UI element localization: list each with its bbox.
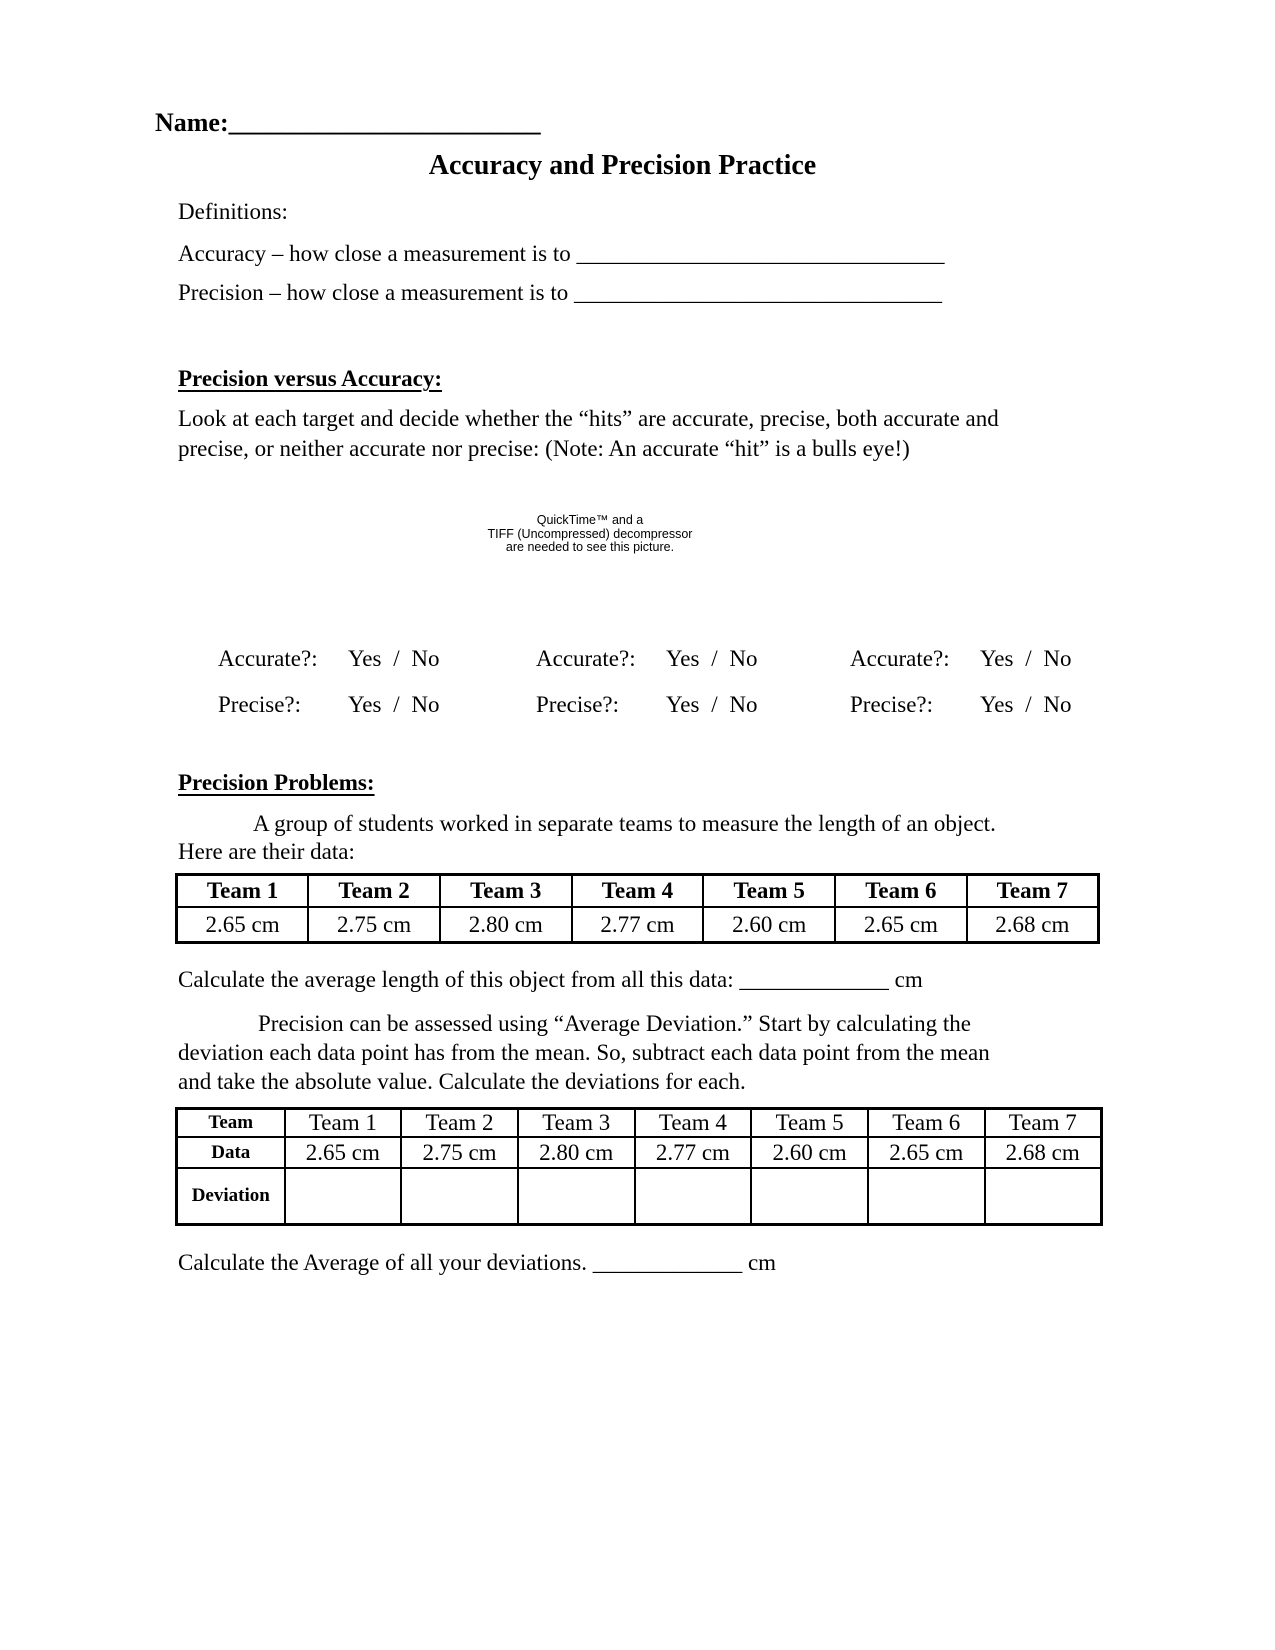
average-deviation-text: Calculate the Average of all your deviations. xyxy=(178,1250,593,1275)
dev-answer-cell-4[interactable] xyxy=(635,1168,752,1225)
deviation-table-data-row xyxy=(177,1137,1102,1168)
team-data-header-row xyxy=(177,875,1099,908)
dev-team-5-header: Team 5 xyxy=(751,1109,868,1138)
target-1-accurate-label: Accurate?: xyxy=(218,646,318,671)
quicktime-placeholder-line3: are needed to see this picture. xyxy=(505,540,675,554)
precision-definition-blank[interactable]: ________________________________ xyxy=(574,280,943,305)
name-line xyxy=(155,108,541,138)
target-3-accurate-label: Accurate?: xyxy=(850,646,950,671)
target-2-accurate-row xyxy=(536,646,826,672)
team-2-value: 2.75 cm xyxy=(308,907,440,943)
team-5-header: Team 5 xyxy=(703,875,835,908)
team-7-header: Team 7 xyxy=(967,875,1099,908)
quicktime-placeholder xyxy=(420,514,760,555)
target-2-precise-label: Precise?: xyxy=(536,692,620,717)
team-4-value: 2.77 cm xyxy=(572,907,704,943)
deviation-paragraph-line3: and take the absolute value. Calculate the deviations for each. xyxy=(178,1069,746,1094)
accuracy-definition-text: Accuracy – how close a measurement is to xyxy=(178,241,577,266)
deviation-table-data-label: Data xyxy=(177,1137,285,1168)
dev-data-6: 2.65 cm xyxy=(868,1137,985,1168)
dev-data-4: 2.77 cm xyxy=(635,1137,752,1168)
precision-versus-accuracy-heading: Precision versus Accuracy: xyxy=(178,366,443,391)
average-deviation-prompt xyxy=(178,1249,776,1277)
team-6-header: Team 6 xyxy=(835,875,967,908)
target-2-answers xyxy=(536,646,826,718)
definitions-label: Definitions: xyxy=(178,199,288,224)
target-3-answers xyxy=(850,646,1140,718)
accuracy-definition-blank[interactable]: ________________________________ xyxy=(576,241,945,266)
quicktime-placeholder-line1: QuickTime™ and a xyxy=(536,513,644,527)
pp-intro-line2: Here are their data: xyxy=(178,839,355,864)
team-4-header: Team 4 xyxy=(572,875,704,908)
dev-data-3: 2.80 cm xyxy=(518,1137,635,1168)
name-label: Name: xyxy=(155,108,229,137)
target-1-precise-label: Precise?: xyxy=(218,692,302,717)
dev-answer-cell-5[interactable] xyxy=(751,1168,868,1225)
average-deviation-unit: cm xyxy=(742,1250,777,1275)
dev-team-6-header: Team 6 xyxy=(868,1109,985,1138)
accuracy-definition-line xyxy=(178,240,945,268)
deviation-table-deviation-row xyxy=(177,1168,1102,1225)
pp-intro-line1: A group of students worked in separate teams to measure the length of an object. xyxy=(253,811,996,836)
team-data-table xyxy=(175,873,1100,944)
target-3-accurate-options[interactable]: Yes / No xyxy=(980,646,1072,671)
team-6-value: 2.65 cm xyxy=(835,907,967,943)
dev-data-7: 2.68 cm xyxy=(985,1137,1102,1168)
team-5-value: 2.60 cm xyxy=(703,907,835,943)
team-1-value: 2.65 cm xyxy=(177,907,309,943)
deviation-table-team-row xyxy=(177,1109,1102,1138)
dev-answer-cell-1[interactable] xyxy=(285,1168,402,1225)
target-1-accurate-row xyxy=(218,646,508,672)
team-1-header: Team 1 xyxy=(177,875,309,908)
deviation-paragraph-line1: Precision can be assessed using “Average Deviation.” Start by calculating the xyxy=(258,1011,971,1036)
dev-team-3-header: Team 3 xyxy=(518,1109,635,1138)
average-deviation-blank[interactable]: _____________ xyxy=(592,1250,743,1275)
average-length-prompt xyxy=(178,966,923,994)
target-2-accurate-label: Accurate?: xyxy=(536,646,636,671)
target-2-accurate-options[interactable]: Yes / No xyxy=(666,646,758,671)
target-3-accurate-row xyxy=(850,646,1140,672)
deviation-explanation-paragraph xyxy=(178,1009,1078,1096)
dev-answer-cell-3[interactable] xyxy=(518,1168,635,1225)
team-2-header: Team 2 xyxy=(308,875,440,908)
dev-team-4-header: Team 4 xyxy=(635,1109,752,1138)
dev-team-2-header: Team 2 xyxy=(401,1109,518,1138)
target-1-answers xyxy=(218,646,508,718)
target-2-precise-row xyxy=(536,692,826,718)
precision-definition-line xyxy=(178,279,942,307)
target-1-precise-row xyxy=(218,692,508,718)
dev-answer-cell-6[interactable] xyxy=(868,1168,985,1225)
deviation-table-deviation-label: Deviation xyxy=(177,1168,285,1225)
team-data-value-row xyxy=(177,907,1099,943)
deviation-paragraph-line2: deviation each data point has from the mean. So, subtract each data point from the mean xyxy=(178,1040,990,1065)
target-1-accurate-options[interactable]: Yes / No xyxy=(348,646,440,671)
team-7-value: 2.68 cm xyxy=(967,907,1099,943)
name-blank-field[interactable]: ________________________ xyxy=(228,108,541,137)
deviation-table xyxy=(175,1107,1103,1226)
average-length-unit: cm xyxy=(888,967,923,992)
team-3-header: Team 3 xyxy=(440,875,572,908)
dev-answer-cell-7[interactable] xyxy=(985,1168,1102,1225)
average-length-blank[interactable]: _____________ xyxy=(739,967,889,992)
precision-problems-heading: Precision Problems: xyxy=(178,770,375,795)
dev-team-1-header: Team 1 xyxy=(285,1109,402,1138)
dev-data-5: 2.60 cm xyxy=(751,1137,868,1168)
precision-versus-accuracy-paragraph xyxy=(178,404,1078,464)
dev-data-2: 2.75 cm xyxy=(401,1137,518,1168)
pva-paragraph-line2: precise, or neither accurate nor precise: (Note: An accurate “hit” is a bulls eye!) xyxy=(178,436,910,461)
dev-answer-cell-2[interactable] xyxy=(401,1168,518,1225)
team-3-value: 2.80 cm xyxy=(440,907,572,943)
target-1-precise-options[interactable]: Yes / No xyxy=(348,692,440,717)
target-3-precise-options[interactable]: Yes / No xyxy=(980,692,1072,717)
dev-data-1: 2.65 cm xyxy=(285,1137,402,1168)
average-length-text: Calculate the average length of this object from all this data: xyxy=(178,967,740,992)
precision-definition-text: Precision – how close a measurement is to xyxy=(178,280,575,305)
pva-paragraph-line1: Look at each target and decide whether the “hits” are accurate, precise, both accurate and xyxy=(178,406,999,431)
target-2-precise-options[interactable]: Yes / No xyxy=(666,692,758,717)
target-3-precise-row xyxy=(850,692,1140,718)
deviation-table-team-label: Team xyxy=(177,1109,285,1138)
quicktime-placeholder-line2: TIFF (Uncompressed) decompressor xyxy=(487,526,693,541)
page-title: Accuracy and Precision Practice xyxy=(428,150,817,181)
dev-team-7-header: Team 7 xyxy=(985,1109,1102,1138)
target-3-precise-label: Precise?: xyxy=(850,692,934,717)
precision-problems-intro xyxy=(178,810,1058,866)
